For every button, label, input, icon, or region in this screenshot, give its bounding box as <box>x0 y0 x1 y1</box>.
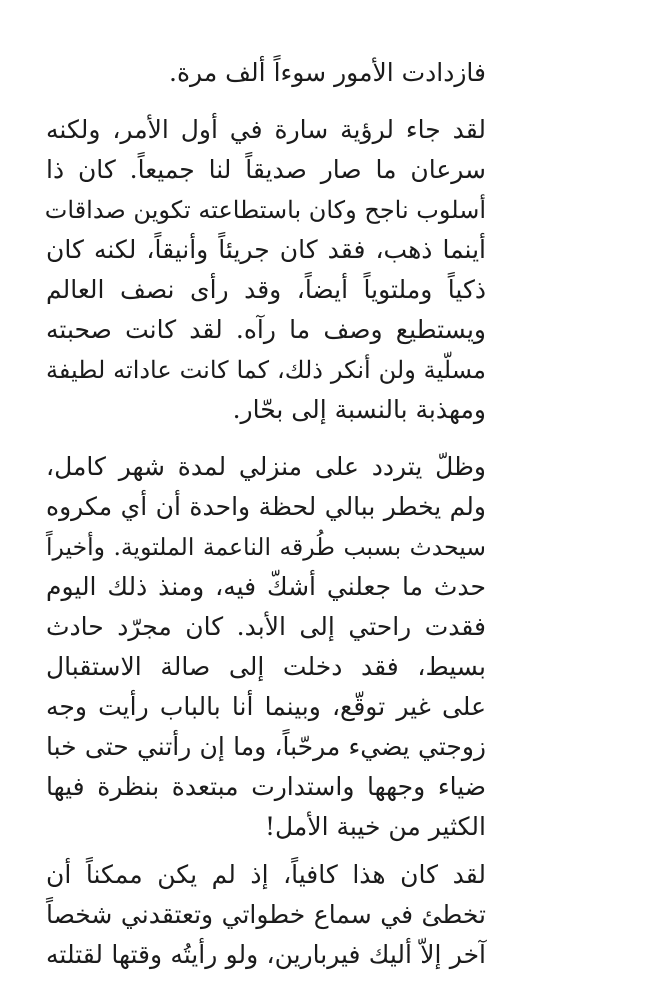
text-line: لقد كان هذا كافياً، إذ لم يكن ممكناً أن <box>46 860 486 889</box>
paragraph-4 <box>46 855 486 975</box>
text-line: زوجتي يضيء مرحّباً، وما إن رأتني حتى خبا <box>46 732 486 761</box>
text-line: حدث ما جعلني أشكّ فيه، ومنذ ذلك اليوم <box>46 572 486 601</box>
text-line: آخر إلاّ أليك فيربارين، ولو رأيتُه وقتها لقتلته <box>46 940 486 969</box>
text-line: ويستطيع وصف ما رآه. لقد كانت صحبته <box>46 315 486 344</box>
paragraph-1 <box>46 53 486 93</box>
text-line: ولم يخطر ببالي لحظة واحدة أن أي مكروه <box>46 492 486 521</box>
text-line: أينما ذهب، فقد كان جريئاً وأنيقاً، لكنه كان <box>46 235 486 264</box>
text-line: أسلوب ناجح وكان باستطاعته تكوين صداقات <box>44 196 486 224</box>
text-line: بسيط، فقد دخلت إلى صالة الاستقبال <box>46 652 486 681</box>
text-line: على غير توقّع، وبينما أنا بالباب رأيت وجه <box>46 692 486 721</box>
text-line: سرعان ما صار صديقاً لنا جميعاً. كان ذا <box>46 155 486 184</box>
text-line: الكثير من خيبة الأمل! <box>264 812 486 841</box>
text-line: مسلّية ولن أنكر ذلك، كما كانت عاداته لطيفة <box>46 356 486 384</box>
paragraph-3 <box>46 447 486 847</box>
text-line: ضياء وجهها واستدارت مبتعدة بنظرة فيها <box>46 772 486 801</box>
text-line: سيحدث بسبب طُرقه الناعمة الملتوية. وأخيراً <box>46 533 486 561</box>
text-line: ذكياً وملتوياً أيضاً، وقد رأى نصف العالم <box>46 275 486 304</box>
text-line: وظلّ يتردد على منزلي لمدة شهر كامل، <box>46 452 486 481</box>
text-line: فازدادت الأمور سوءاً ألف مرة. <box>169 58 486 87</box>
paragraph-2 <box>46 110 486 430</box>
text-line: ومهذبة بالنسبة إلى بحّار. <box>232 395 486 424</box>
text-line: لقد جاء لرؤية سارة في أول الأمر، ولكنه <box>46 115 486 144</box>
text-line: تخطئ في سماع خطواتي وتعتقدني شخصاً <box>46 900 486 929</box>
text-line: فقدت راحتي إلى الأبد. كان مجرّد حادث <box>46 612 486 641</box>
